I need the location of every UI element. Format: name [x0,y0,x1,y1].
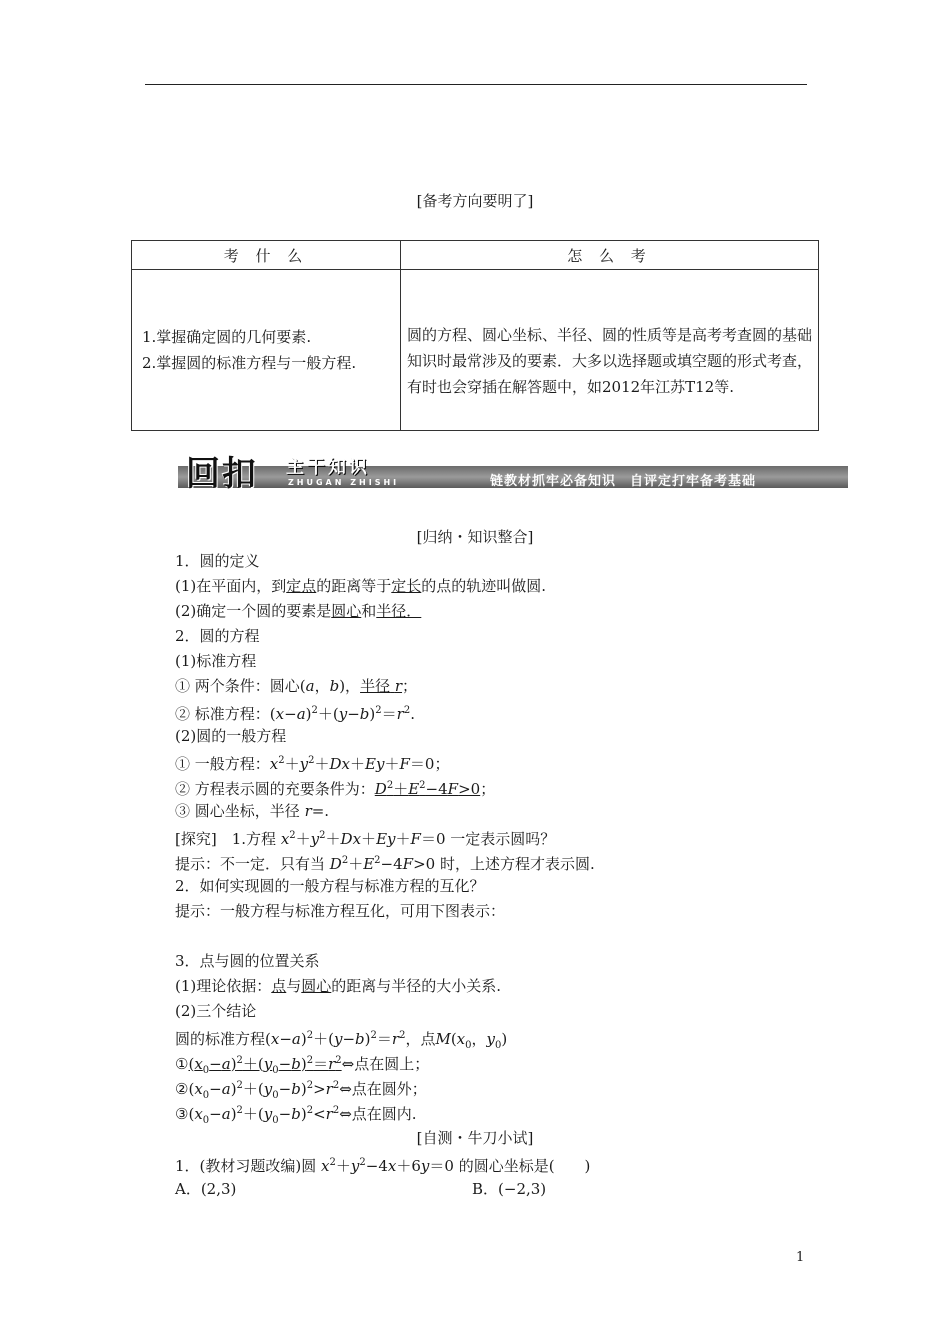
section-banner [178,454,848,494]
s2-general: (2)圆的一般方程 [175,727,287,745]
s1-p1: (1)在平面内，到定点的距离等于定长的点的轨迹叫做圆. [175,577,547,595]
s2-general-eq: ① 一般方程：$x^2+y^2+Dx+Ey+F=0$； [175,755,450,773]
page-number: 1 [796,1250,805,1265]
s1-title: 1．圆的定义 [175,552,260,570]
q1-stem: 1．(教材习题改编)圆 $x^2+y^2-4x+6y=0$ 的圆心坐标是( ) [175,1157,591,1175]
explore-q2: 2．如何实现圆的一般方程与标准方程的互化？ [175,877,485,895]
how-cell [401,270,819,431]
section-heading-test: [自测・牛刀小试] [416,1129,534,1147]
explore-q1: [探究] 1.方程 $x^2+y^2+Dx+Ey+F=0$ 一定表示圆吗？ [175,830,556,848]
explore-a1: 提示：不一定．只有当 $D^2+E^2-4F>0$ 时，上述方程才表示圆. [175,855,595,873]
s3-basis: (1)理论依据：点与圆心的距离与半径的大小关系. [175,977,502,995]
s2-center-radius: ③ 圆心坐标，半径 r=. [175,802,330,820]
header-rule [145,84,807,85]
banner-mid-title: 主干知识 [286,457,370,478]
section-heading-summary: [归纳・知识整合] [416,528,534,546]
section-heading-prep: [备考方向要明了] [416,192,534,210]
q1-option-b: B．(−2,3) [472,1180,547,1198]
what-item-2: 2.掌握圆的标准方程与一般方程. [142,354,357,372]
what-cell [132,270,401,431]
s3-conclusion-2: $②(x_0-a)^2+(y_0-b)^2>r^2\Leftrightarrow$点在圆外； [175,1080,427,1101]
s2-conditions: ① 两个条件：圆心(a，b)，半径 r； [175,677,418,695]
banner-big-title: 回扣 [186,454,258,494]
explore-a2: 提示：一般方程与标准方程互化，可用下图表示： [175,902,506,920]
col-header-how: 怎 么 考 [401,241,819,270]
requirements-table [131,240,819,431]
col-header-what: 考 什 么 [132,241,401,270]
banner-pinyin: ZHUGAN ZHISHI [288,478,400,487]
what-item-1: 1.掌握确定圆的几何要素. [142,328,312,346]
s3-standard: 圆的标准方程$(x-a)^2+(y-b)^2=r^2$，点$M(x_0$，$y_0$) [175,1030,508,1051]
how-text: 圆的方程、圆心坐标、半径、圆的性质等是高考考查圆的基础知识时最常涉及的要素．大多以选择题或填空题的形式考查，有时也会穿插在解答题中，如2012年江苏T12等. [407,326,813,396]
s2-title: 2．圆的方程 [175,627,260,645]
q1-option-a: A．(2,3) [175,1180,237,1198]
s3-conclusion-3: $③(x_0-a)^2+(y_0-b)^2<r^2\Leftrightarrow$点在圆内. [175,1105,417,1126]
s2-standard: (1)标准方程 [175,652,257,670]
s2-sufficient-cond: ② 方程表示圆的充要条件为：$D^2+E^2-4F>0$； [175,780,496,798]
s1-p2: (2)确定一个圆的要素是圆心和半径． [175,602,422,620]
s3-three: (2)三个结论 [175,1002,257,1020]
s3-conclusion-1: $①(x_0-a)^2+(y_0-b)^2=r^2\Leftrightarrow$点在圆上； [175,1055,430,1076]
s2-standard-eq: ② 标准方程：$(x-a)^2+(y-b)^2=r^2$. [175,705,415,723]
s3-title: 3．点与圆的位置关系 [175,952,320,970]
banner-slogan: 链教材抓牢必备知识 自评定打牢备考基础 [490,474,757,489]
